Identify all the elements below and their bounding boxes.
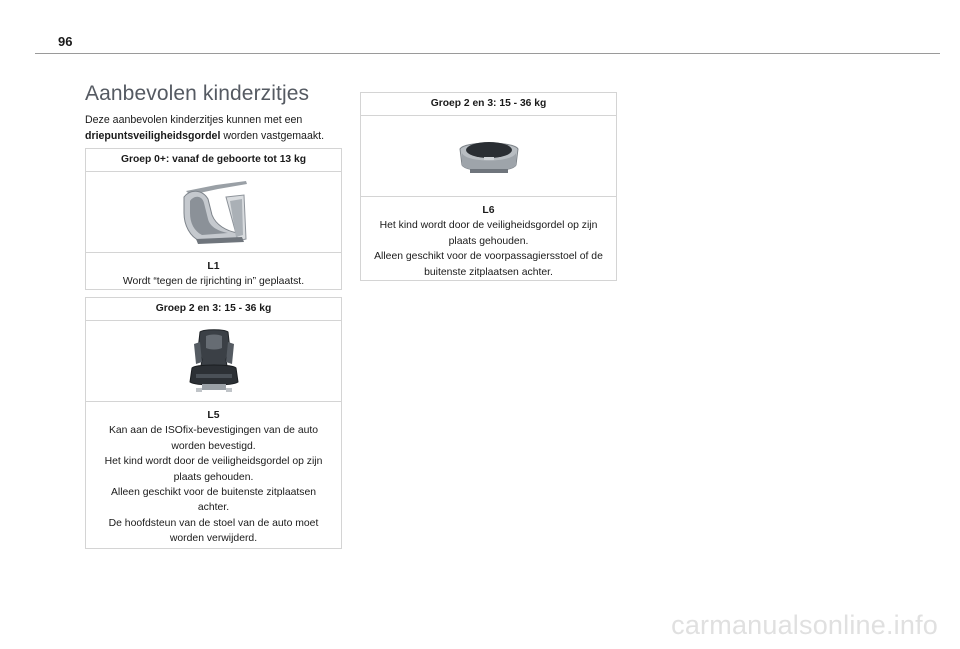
high-back-booster-seat-icon	[186, 328, 242, 394]
booster-cushion-icon	[456, 133, 522, 179]
seat-card-l1	[85, 148, 342, 290]
card-description	[86, 253, 341, 296]
intro-text-start: Deze aanbevolen kinderzitjes kunnen met een	[85, 114, 303, 126]
seat-card-l5	[85, 297, 342, 549]
section-title: Aanbevolen kinderzitjes	[85, 82, 310, 105]
seat-code: L6	[482, 205, 495, 216]
card-heading: Groep 2 en 3: 15 - 36 kg	[86, 298, 341, 321]
description-line: Alleen geschikt voor de voorpassagiersstoel of de buitenste zitplaatsen achter.	[374, 251, 603, 278]
card-image-area	[361, 116, 616, 197]
seat-code: L5	[207, 410, 220, 421]
description-line: Kan aan de ISOfix-bevestigingen van de auto worden bevestigd.	[108, 425, 319, 452]
card-heading: Groep 0+: vanaf de geboorte tot 13 kg	[86, 149, 341, 172]
card-description	[86, 402, 341, 553]
seat-code: L1	[207, 261, 220, 272]
intro-paragraph	[85, 113, 345, 144]
watermark: carmanualsonline.info	[671, 610, 938, 640]
card-image-area	[86, 172, 341, 253]
description-line: Wordt “tegen de rijrichting in” geplaatst.	[122, 276, 305, 288]
intro-text-end: worden vastgemaakt.	[220, 129, 325, 142]
page-number: 96	[58, 34, 73, 49]
seat-card-l6	[360, 92, 617, 281]
intro-text-bold: driepuntsveiligheidsgordel	[85, 129, 221, 142]
infant-carrier-seat-icon	[176, 179, 252, 245]
card-description	[361, 197, 616, 286]
card-image-area	[86, 321, 341, 402]
description-line: Het kind wordt door de veiligheidsgordel op zijn plaats gehouden.	[104, 456, 323, 483]
description-line: Het kind wordt door de veiligheidsgordel op zijn plaats gehouden.	[379, 220, 598, 247]
card-heading: Groep 2 en 3: 15 - 36 kg	[361, 93, 616, 116]
header-divider	[35, 53, 940, 54]
description-line: Alleen geschikt voor de buitenste zitplaatsen achter.	[110, 487, 317, 514]
description-line: De hoofdsteun van de stoel van de auto moet worden verwijderd.	[108, 517, 319, 545]
